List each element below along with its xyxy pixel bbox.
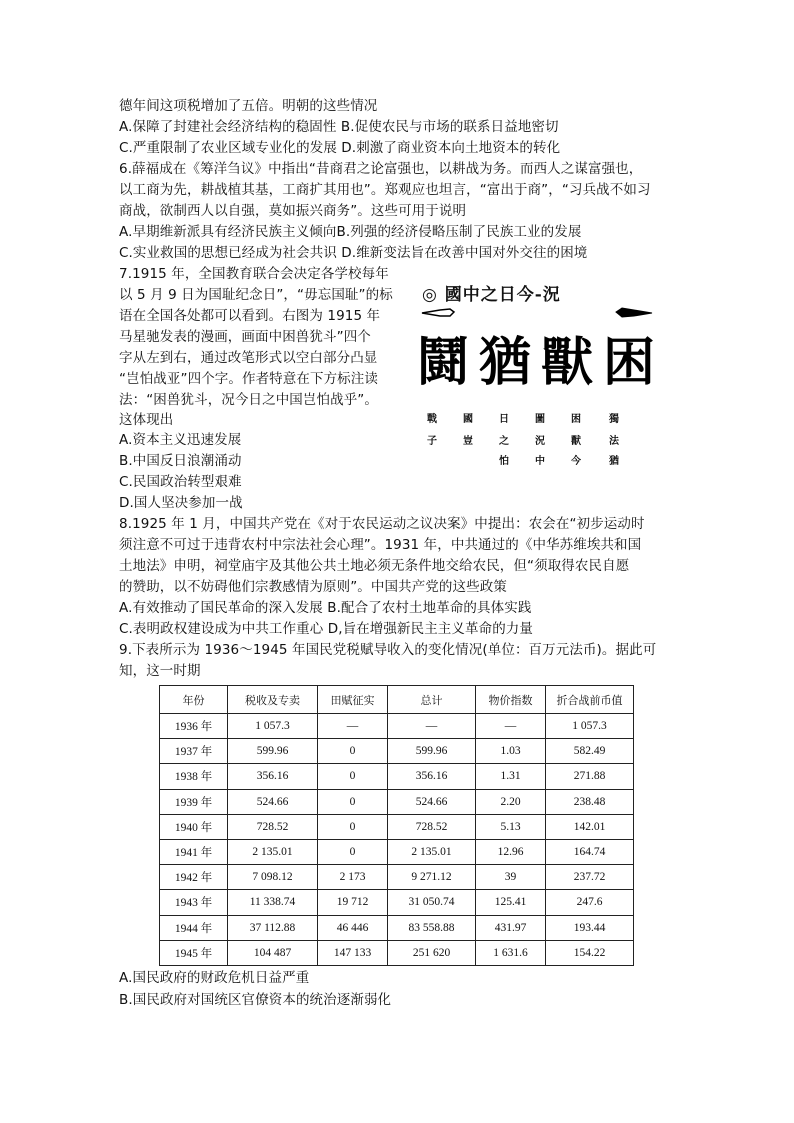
table-cell: 524.66 <box>228 789 318 814</box>
option-line: A.有效推动了国民革命的深入发展 B.配合了农村土地革命的具体实践 <box>119 600 532 616</box>
text-line: “岂怕战亚”四个字。作者特意在下方标注读 <box>119 371 378 387</box>
question-9-stem: 9.下表所示为 1936～1945 年国民党税赋导收入的变化情况(单位：百万元法币)。据此可 <box>119 642 657 658</box>
table-cell: 431.97 <box>476 915 546 940</box>
text-line: 字从左到右，通过改笔形式以空白部分凸显 <box>119 350 378 366</box>
table-row <box>160 814 634 839</box>
text-line: 商战，欲制西人以自强，莫如振兴商务”。这些可用于说明 <box>119 203 467 219</box>
pointing-hand-left-icon <box>420 304 458 322</box>
table-cell: 39 <box>476 865 546 890</box>
option-line: A.保障了封建社会经济结构的稳固性 B.促使农民与市场的联系日益地密切 <box>119 119 559 135</box>
table-cell: 356.16 <box>228 764 318 789</box>
option-line: B.国民政府对国统区官僚资本的统治逐渐弱化 <box>119 992 392 1008</box>
cartoon-note-char: 之 <box>499 436 509 447</box>
option-line: A.早期维新派具有经济民族主义倾向B.列强的经济侵略压制了民族工业的发展 <box>119 224 582 240</box>
table-cell: 125.41 <box>476 890 546 915</box>
table-cell: 2 135.01 <box>388 839 476 864</box>
table-cell: 12.96 <box>476 839 546 864</box>
table-cell: 1.03 <box>476 739 546 764</box>
question-8-stem: 8.1925 年 1 月，中国共产党在《对于农民运动之议决案》中提出：农会在“初步运动时 <box>119 516 645 532</box>
table-cell: 154.22 <box>546 940 634 965</box>
table-cell: — <box>318 714 388 739</box>
table-row <box>160 714 634 739</box>
text-line: 德年间这项税增加了五倍。明朝的这些情况 <box>119 98 378 114</box>
cartoon-note-char: 今 <box>571 456 581 467</box>
option-line: C.表明政权建设成为中共工作重心 D,旨在增强新民主主义革命的力量 <box>119 621 533 637</box>
table-cell: 356.16 <box>388 764 476 789</box>
table-cell: 83 558.88 <box>388 915 476 940</box>
cartoon-image <box>412 270 664 466</box>
table-cell: 1.31 <box>476 764 546 789</box>
table-header-cell: 年份 <box>160 686 228 714</box>
table-header-cell: 田赋征实 <box>318 686 388 714</box>
text-line: 知，这一时期 <box>119 663 201 679</box>
table-cell: 164.74 <box>546 839 634 864</box>
cartoon-big-char: 猶 <box>478 332 531 393</box>
table-cell: — <box>476 714 546 739</box>
table-cell: 1944 年 <box>160 915 228 940</box>
table-cell: 5.13 <box>476 814 546 839</box>
table-cell: 0 <box>318 789 388 814</box>
table-cell: 728.52 <box>228 814 318 839</box>
cartoon-note-char: 子 <box>427 436 437 447</box>
option-line: C.严重限制了农业区域专业化的发展 D.刺激了商业资本向土地资本的转化 <box>119 140 561 156</box>
text-line: 语在全国各处都可以看到。右图为 1915 年 <box>119 308 381 324</box>
cartoon-note-char: 獨 <box>609 414 619 425</box>
pointing-hand-right-icon <box>612 304 654 322</box>
question-6-stem: 6.薛福成在《筹洋刍议》中指出“昔商君之论富强也，以耕战为务。而西人之谋富强也， <box>119 161 643 177</box>
table-cell: 728.52 <box>388 814 476 839</box>
cartoon-note-char: 困 <box>571 414 581 425</box>
table-cell: — <box>388 714 476 739</box>
text-line: 法：“困兽犹斗，况今日之中国岂怕战乎”。 <box>119 392 378 408</box>
table-cell: 1942 年 <box>160 865 228 890</box>
table-cell: 9 271.12 <box>388 865 476 890</box>
table-row <box>160 839 634 864</box>
cartoon-note-char: 況 <box>535 436 545 447</box>
table-cell: 0 <box>318 739 388 764</box>
text-line: 以工商为先，耕战植其基，工商扩其用也”。郑观应也坦言，“富出于商”，“习兵战不如习 <box>119 182 651 198</box>
table-cell: 2 135.01 <box>228 839 318 864</box>
cartoon-note-char: 猶 <box>609 456 619 467</box>
option-line: A.国民政府的财政危机日益严重 <box>119 970 310 986</box>
table-row <box>160 739 634 764</box>
text-line: 的赞助，以不妨碍他们宗教感情为原则”。中国共产党的这些政策 <box>119 579 507 595</box>
option-line: C.实业救国的思想已经成为社会共识 D.维新变法旨在改善中国对外交往的困境 <box>119 245 588 261</box>
table-header-cell: 总计 <box>388 686 476 714</box>
cartoon-title: ◎ 國中之日今-況 <box>422 285 561 305</box>
cartoon-big-char: 獸 <box>540 332 593 393</box>
table-cell: 1941 年 <box>160 839 228 864</box>
option-line: C.民国政治转型艰难 <box>119 474 242 490</box>
option-line: A.资本主义迅速发展 <box>119 432 242 448</box>
cartoon-note-char: 豈 <box>463 436 473 447</box>
table-row <box>160 789 634 814</box>
table-row <box>160 764 634 789</box>
table-row <box>160 865 634 890</box>
text-line: 这体现出 <box>119 412 174 428</box>
table-cell: 1936 年 <box>160 714 228 739</box>
tax-revenue-table <box>159 685 634 966</box>
table-cell: 271.88 <box>546 764 634 789</box>
table-cell: 7 098.12 <box>228 865 318 890</box>
table-cell: 1 631.6 <box>476 940 546 965</box>
table-cell: 147 133 <box>318 940 388 965</box>
table-cell: 142.01 <box>546 814 634 839</box>
table-cell: 1940 年 <box>160 814 228 839</box>
cartoon-big-char: 鬪 <box>416 332 469 393</box>
cartoon-note-char: 怕 <box>499 456 509 467</box>
table-cell: 524.66 <box>388 789 476 814</box>
table-cell: 1937 年 <box>160 739 228 764</box>
table-row <box>160 940 634 965</box>
text-line: 土地法》申明，祠堂庙宇及其他公共土地必须无条件地交给农民，但“须取得农民自愿 <box>119 558 630 574</box>
table-cell: 193.44 <box>546 915 634 940</box>
table-cell: 251 620 <box>388 940 476 965</box>
table-cell: 0 <box>318 814 388 839</box>
text-line: 须注意不可过于违背农村中宗法社会心理”。1931 年，中共通过的《中华苏维埃共和国 <box>119 537 642 553</box>
text-line: 以 5 月 9 日为国耻纪念日”，“毋忘国耻”的标 <box>119 287 393 303</box>
table-cell: 599.96 <box>388 739 476 764</box>
cartoon-note-char: 國 <box>463 414 473 425</box>
table-cell: 2 173 <box>318 865 388 890</box>
cartoon-note-char: 中 <box>535 456 545 467</box>
table-cell: 237.72 <box>546 865 634 890</box>
table-cell: 0 <box>318 764 388 789</box>
table-cell: 0 <box>318 839 388 864</box>
table-cell: 104 487 <box>228 940 318 965</box>
table-cell: 1939 年 <box>160 789 228 814</box>
table-cell: 582.49 <box>546 739 634 764</box>
table-cell: 31 050.74 <box>388 890 476 915</box>
text-line: 马星驰发表的漫画，画面中困兽犹斗”四个 <box>119 329 371 345</box>
cartoon-big-char: 困 <box>602 332 655 393</box>
table-cell: 1945 年 <box>160 940 228 965</box>
cartoon-note-char: 日 <box>499 414 509 425</box>
table-header-cell: 税收及专卖 <box>228 686 318 714</box>
table-cell: 46 446 <box>318 915 388 940</box>
table-cell: 599.96 <box>228 739 318 764</box>
table-header-row <box>160 686 634 714</box>
table-cell: 247.6 <box>546 890 634 915</box>
table-row <box>160 890 634 915</box>
cartoon-note-char: 圖 <box>535 414 545 425</box>
cartoon-note-char: 戰 <box>427 414 437 425</box>
table-cell: 1943 年 <box>160 890 228 915</box>
cartoon-note-char: 法 <box>609 436 619 447</box>
table-cell: 19 712 <box>318 890 388 915</box>
table-header-cell: 物价指数 <box>476 686 546 714</box>
cartoon-note-char: 獸 <box>571 436 581 447</box>
table-cell: 37 112.88 <box>228 915 318 940</box>
question-7-stem: 7.1915 年，全国教育联合会决定各学校每年 <box>119 266 389 282</box>
table-cell: 1 057.3 <box>546 714 634 739</box>
table-cell: 1 057.3 <box>228 714 318 739</box>
table-row <box>160 915 634 940</box>
option-line: B.中国反日浪潮涌动 <box>119 453 242 469</box>
option-line: D.国人坚决参加一战 <box>119 495 243 511</box>
table-cell: 238.48 <box>546 789 634 814</box>
table-header-cell: 折合战前币值 <box>546 686 634 714</box>
table-cell: 1938 年 <box>160 764 228 789</box>
table-cell: 11 338.74 <box>228 890 318 915</box>
table-cell: 2.20 <box>476 789 546 814</box>
